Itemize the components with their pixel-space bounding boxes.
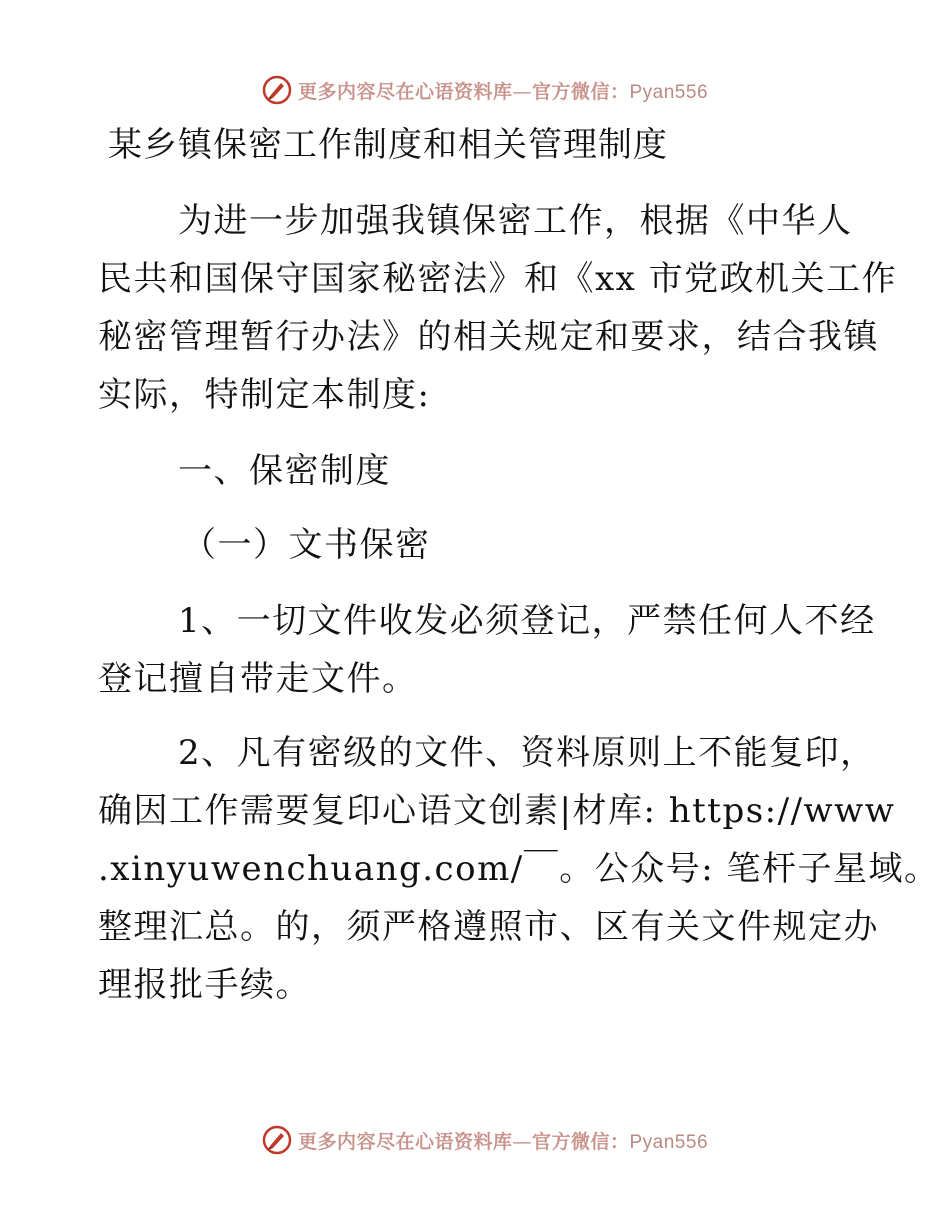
footer-official-label: 官方微信： (531, 1130, 630, 1153)
pen-logo-icon (262, 1125, 292, 1155)
item1-line-2: 登记擅自带走文件。 (98, 659, 418, 699)
footer-brand-text: 更多内容尽在心语资料库 (297, 1130, 513, 1153)
subsection-heading: （一）文书保密 (182, 525, 431, 565)
footer-banner-text (298, 1127, 708, 1154)
item2-line-5: 理报批手续。 (98, 965, 311, 1005)
header-brand-text: 更多内容尽在心语资料库 (297, 80, 513, 103)
header-official-label: 官方微信： (531, 80, 630, 103)
item2-line-4: 整理汇总。的，须严格遵照市、区有关文件规定办 (98, 907, 879, 947)
footer-banner (0, 1120, 950, 1160)
item1-line-1: 1、一切文件收发必须登记，严禁任何人不经 (178, 601, 876, 641)
pen-logo-icon (262, 75, 292, 105)
footer-separator: — (512, 1130, 532, 1153)
document-title: 某乡镇保密工作制度和相关管理制度 (108, 125, 668, 165)
header-account: Pyan556 (629, 81, 709, 103)
section-heading: 一、保密制度 (178, 451, 391, 491)
item2-line-1: 2、凡有密级的文件、资料原则上不能复印， (178, 733, 876, 773)
footer-account: Pyan556 (629, 1131, 709, 1153)
intro-line-3: 秘密管理暂行办法》的相关规定和要求，结合我镇 (98, 317, 879, 357)
header-banner-content (262, 75, 708, 105)
header-banner (0, 70, 950, 110)
item2-line-3: .xinyuwenchuang.com/￣。公众号: 笔杆子星域。 (98, 849, 940, 889)
header-separator: — (512, 80, 532, 103)
intro-line-2: 民共和国保守国家秘密法》和《xx 市党政机关工作 (98, 259, 898, 299)
item2-line-2: 确因工作需要复印心语文创素|材库: https://www (98, 791, 896, 831)
header-banner-text (298, 77, 708, 104)
intro-line-4: 实际，特制定本制度: (98, 375, 431, 415)
intro-line-1: 为进一步加强我镇保密工作，根据《中华人 (178, 201, 853, 241)
footer-banner-content (262, 1125, 708, 1155)
